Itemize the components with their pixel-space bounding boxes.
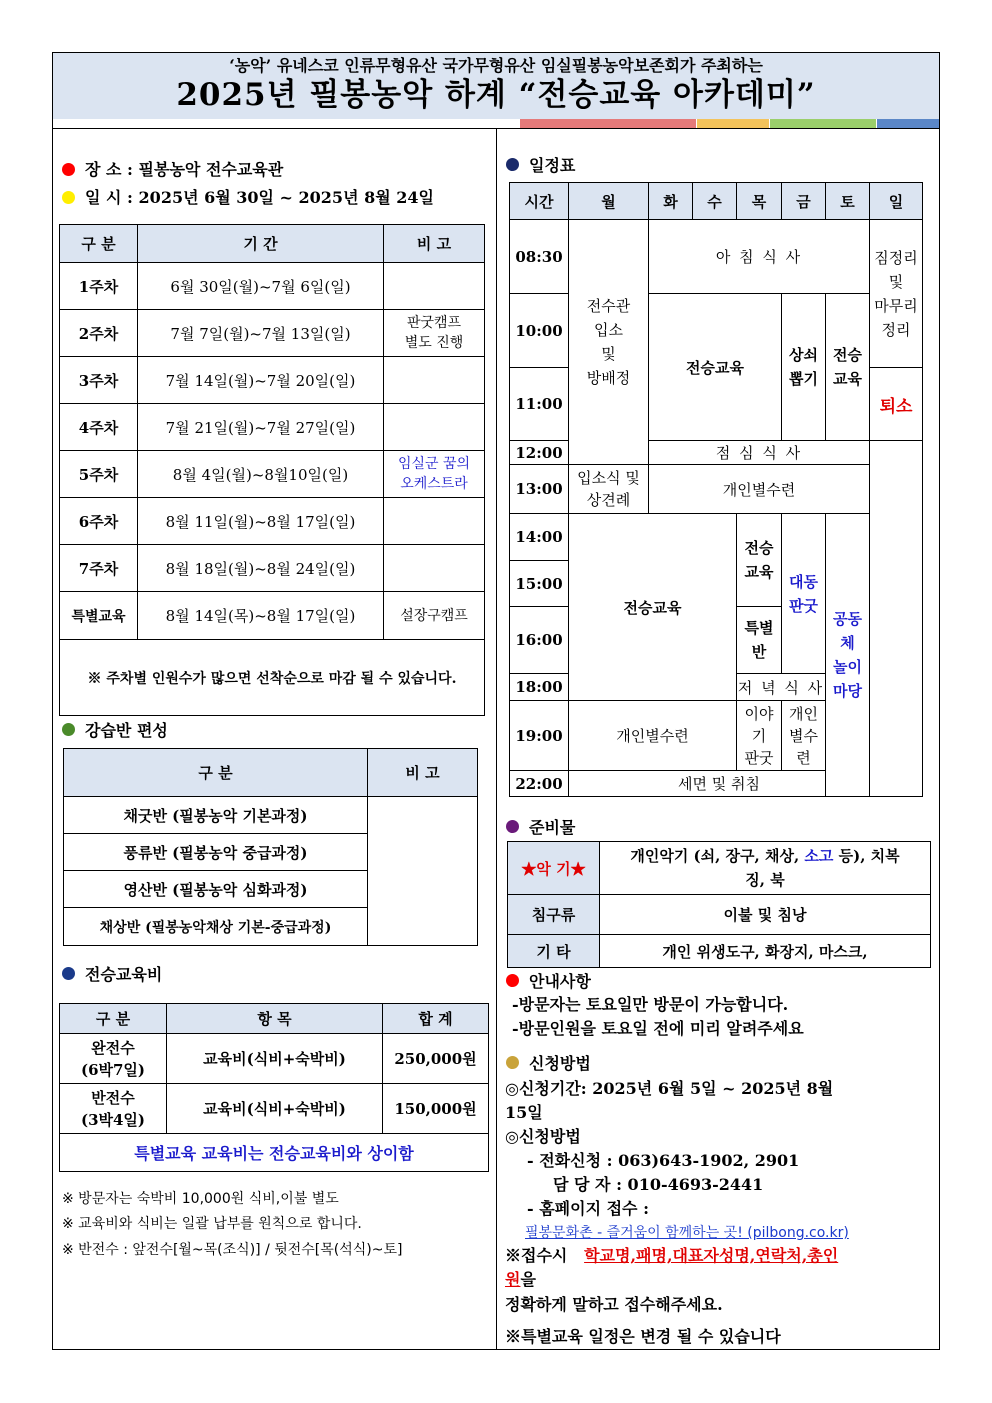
green-dot-icon [62,723,75,736]
fee-total: 150,000원 [383,1084,489,1134]
supplies-bedding-label: 침구류 [508,895,600,935]
self-training-cell: 개인 별수 련 [782,701,826,771]
supplies-text: 개인악기 (쇠, 장구, 채상, [630,847,805,865]
period-table [59,224,485,716]
sat-teach-cell: 전승 교육 [826,294,870,441]
header-title: 2025년 필봉농악 하계 “전승교육 아카데미” [176,77,816,113]
period-kind: 특별교육 [60,592,138,640]
time-cell: 19:00 [510,701,569,771]
time-cell: 11:00 [510,368,569,441]
apply-note-cont [505,1267,536,1290]
class-row: 풍류반 (필봉농악 중급과정) [64,834,368,871]
entrance-cell: 입소식 및 상견례 [569,465,649,514]
supplies-sogo: 소고 [804,847,834,865]
period-kind: 2주차 [60,310,138,357]
schedule-header: 시간 [510,183,569,220]
special-class-cell: 특별 반 [737,607,782,674]
fees-header-total: 합 계 [383,1004,489,1034]
period-row [60,498,485,545]
period-range: 7월 14일(월)~7월 20일(일) [138,357,384,404]
fees-header-item: 항 목 [167,1004,383,1034]
period-note [384,357,485,404]
fee-note: ※ 교육비와 식비는 일괄 납부를 원칙으로 합니다. [62,1216,362,1232]
period-note: 설장구캠프 [384,592,485,640]
fees-special-note: 특별교육 교육비는 전승교육비와 상이함 [60,1134,489,1172]
period-row [60,404,485,451]
navy-dot-icon [506,158,519,171]
time-cell: 18:00 [510,674,569,701]
supplies-table [507,841,931,968]
apply-title: 신청방법 [529,1054,591,1073]
period-note [384,263,485,310]
schedule-header: 수 [693,183,737,220]
apply-note-prefix: ※접수시 [505,1246,568,1265]
period-note [384,404,485,451]
fees-header-kind: 구 분 [60,1004,167,1034]
supplies-title: 준비물 [529,818,576,837]
time-cell: 22:00 [510,771,569,797]
leave-cell: 퇴소 [870,368,923,441]
period-header-range: 기 간 [138,225,384,263]
apply-method: ◎신청방법 [505,1127,581,1146]
gold-dot-icon [506,1056,519,1069]
fee-item: 교육비(식비+숙박비) [167,1034,383,1084]
apply-period-end: 15일 [505,1103,543,1122]
guide-line: -방문자는 토요일만 방문이 가능합니다. [512,995,789,1014]
apply-section-title [506,1051,591,1074]
period-note: 판굿캠프 별도 진행 [384,310,485,357]
column-divider [496,128,497,1350]
time-cell: 08:30 [510,220,569,294]
period-kind: 5주차 [60,451,138,498]
yellow-dot-icon [62,191,75,204]
dinner-cell: 저 녁 식 사 [737,674,826,701]
classes-note-cell [368,797,478,946]
red-dot-icon [506,974,519,987]
date-value: 2025년 6월 30일 ~ 2025년 8월 24일 [138,188,434,207]
guide-title: 안내사항 [529,972,591,991]
supplies-etc-value: 개인 위생도구, 화장지, 마스크, [600,935,931,968]
apply-note-suffix: 을 [520,1270,536,1289]
teach-cell: 전승교육 [569,514,737,701]
schedule-table [509,182,923,797]
sun-cleanup-cell: 짐정리 및 마무리 정리 [870,220,923,368]
period-note [384,498,485,545]
schedule-header: 토 [826,183,870,220]
supplies-etc-label: 기 타 [508,935,600,968]
supplies-section-title [506,815,575,838]
apply-homepage: - 홈페이지 접수 : [527,1199,649,1218]
daedong-cell: 대동 판굿 [782,514,826,674]
period-row [60,310,485,357]
sangsoe-cell: 상쇠 뽑기 [782,294,826,441]
schedule-header: 목 [737,183,782,220]
fee-item: 교육비(식비+숙박비) [167,1084,383,1134]
period-row [60,451,485,498]
time-cell: 10:00 [510,294,569,368]
place-label: 장 소 : [85,160,133,179]
period-note: 임실군 꿈의 오케스트라 [384,451,485,498]
story-pangut-cell: 이야 기 판굿 [737,701,782,771]
breakfast-cell: 아 침 식 사 [649,220,870,294]
period-row [60,592,485,640]
period-row [60,545,485,592]
schedule-header: 일 [870,183,923,220]
place-value: 필봉농악 전수교육관 [138,160,284,179]
fee-kind: 반전수 (3박4일) [60,1084,167,1134]
supplies-instrument-value [600,842,931,895]
guide-line: -방문인원을 토요일 전에 미리 알려주세요 [512,1019,804,1038]
period-range: 6월 30일(월)~7월 6일(일) [138,263,384,310]
schedule-title: 일정표 [529,156,576,175]
apply-note-line2: 정확하게 말하고 접수해주세요. [505,1295,723,1314]
classes-header-note: 비 고 [368,749,478,797]
fees-section-title [62,962,162,985]
period-footnote: ※ 주차별 인원수가 많으면 선착순으로 마감 될 수 있습니다. [60,640,485,716]
homepage-link[interactable]: 필봉문화촌 - 즐거움이 함께하는 곳! (pilbong.co.kr) [525,1225,849,1241]
class-row: 채굿반 (필봉농악 기본과정) [64,797,368,834]
fees-title: 전승교육비 [85,965,163,984]
lunch-cell: 점 심 식 사 [649,441,870,465]
apply-manager: 담 당 자 : 010-4693-2441 [553,1175,764,1194]
class-row: 채상반 (필봉농악채상 기본-중급과정) [64,908,368,946]
color-bar-yellow [697,119,769,128]
sun-empty-cell [870,441,923,797]
date-line [62,185,434,208]
date-label: 일 시 : [85,188,133,207]
classes-section-title [62,718,168,741]
apply-phone: - 전화신청 : 063)643-1902, 2901 [527,1151,800,1170]
thu-teach-cell: 전승 교육 [737,514,782,607]
period-range: 7월 21일(월)~7월 27일(일) [138,404,384,451]
class-row: 영산반 (필봉농악 심화과정) [64,871,368,908]
classes-header-kind: 구 분 [64,749,368,797]
time-cell: 15:00 [510,561,569,607]
special-schedule-note: ※특별교육 일정은 변경 될 수 있습니다 [505,1327,781,1346]
classes-table [63,748,478,946]
classes-title: 강습반 편성 [85,721,168,740]
time-cell: 12:00 [510,441,569,465]
apply-note-required: 원 [505,1270,521,1289]
period-range: 8월 4일(월)~8월10일(일) [138,451,384,498]
schedule-header: 화 [649,183,693,220]
fee-kind: 완전수 (6박7일) [60,1034,167,1084]
supplies-text: 등), 치복 징, 북 [745,847,900,889]
navy-dot-icon [62,967,75,980]
period-kind: 7주차 [60,545,138,592]
period-kind: 4주차 [60,404,138,451]
period-row [60,263,485,310]
period-kind: 6주차 [60,498,138,545]
apply-note [505,1243,838,1266]
apply-period: ◎신청기간: 2025년 6월 5일 ~ 2025년 8월 [505,1079,834,1098]
schedule-header: 월 [569,183,649,220]
period-range: 8월 11일(월)~8월 17일(일) [138,498,384,545]
fee-note: ※ 방문자는 숙박비 10,000원 식비,이불 별도 [62,1191,339,1207]
period-kind: 1주차 [60,263,138,310]
self-training-cell: 개인별수련 [649,465,870,514]
period-range: 7월 7일(월)~7월 13일(일) [138,310,384,357]
time-cell: 14:00 [510,514,569,561]
period-row [60,357,485,404]
period-header-note: 비 고 [384,225,485,263]
period-kind: 3주차 [60,357,138,404]
purple-dot-icon [506,820,519,833]
fee-note: ※ 반전수 : 앞전수[월~목(조식)] / 뒷전수[목(석식)~토] [62,1242,403,1258]
fee-total: 250,000원 [383,1034,489,1084]
supplies-instrument-label: ★악 기★ [508,842,600,895]
color-bar-blue [877,119,939,128]
mon-entry-cell: 전수관 입소 및 방배정 [569,220,649,465]
time-cell: 13:00 [510,465,569,514]
header-subtitle: ‘농악’ 유네스코 인류무형유산 국가무형유산 임실필봉농악보존회가 주최하는 [229,56,763,75]
period-note [384,545,485,592]
community-cell: 공동 체 놀이 마당 [826,514,870,797]
color-bar-green [770,119,876,128]
self-training-cell: 개인별수련 [569,701,737,771]
period-range: 8월 14일(목)~8월 17일(일) [138,592,384,640]
wash-sleep-cell: 세면 및 취침 [569,771,870,797]
schedule-section-title [506,153,575,176]
period-range: 8월 18일(월)~8월 24일(일) [138,545,384,592]
teach-cell: 전승교육 [649,294,782,441]
time-cell: 16:00 [510,607,569,674]
schedule-header: 금 [782,183,826,220]
period-header-kind: 구 분 [60,225,138,263]
place-line [62,157,283,180]
color-bar-red [520,119,696,128]
header [53,53,939,119]
apply-note-required: 학교명,패명,대표자성명,연락처,총인 [584,1246,839,1265]
fees-table [59,1003,489,1172]
supplies-bedding-value: 이불 및 침낭 [600,895,931,935]
red-dot-icon [62,163,75,176]
guide-section-title [506,969,591,992]
